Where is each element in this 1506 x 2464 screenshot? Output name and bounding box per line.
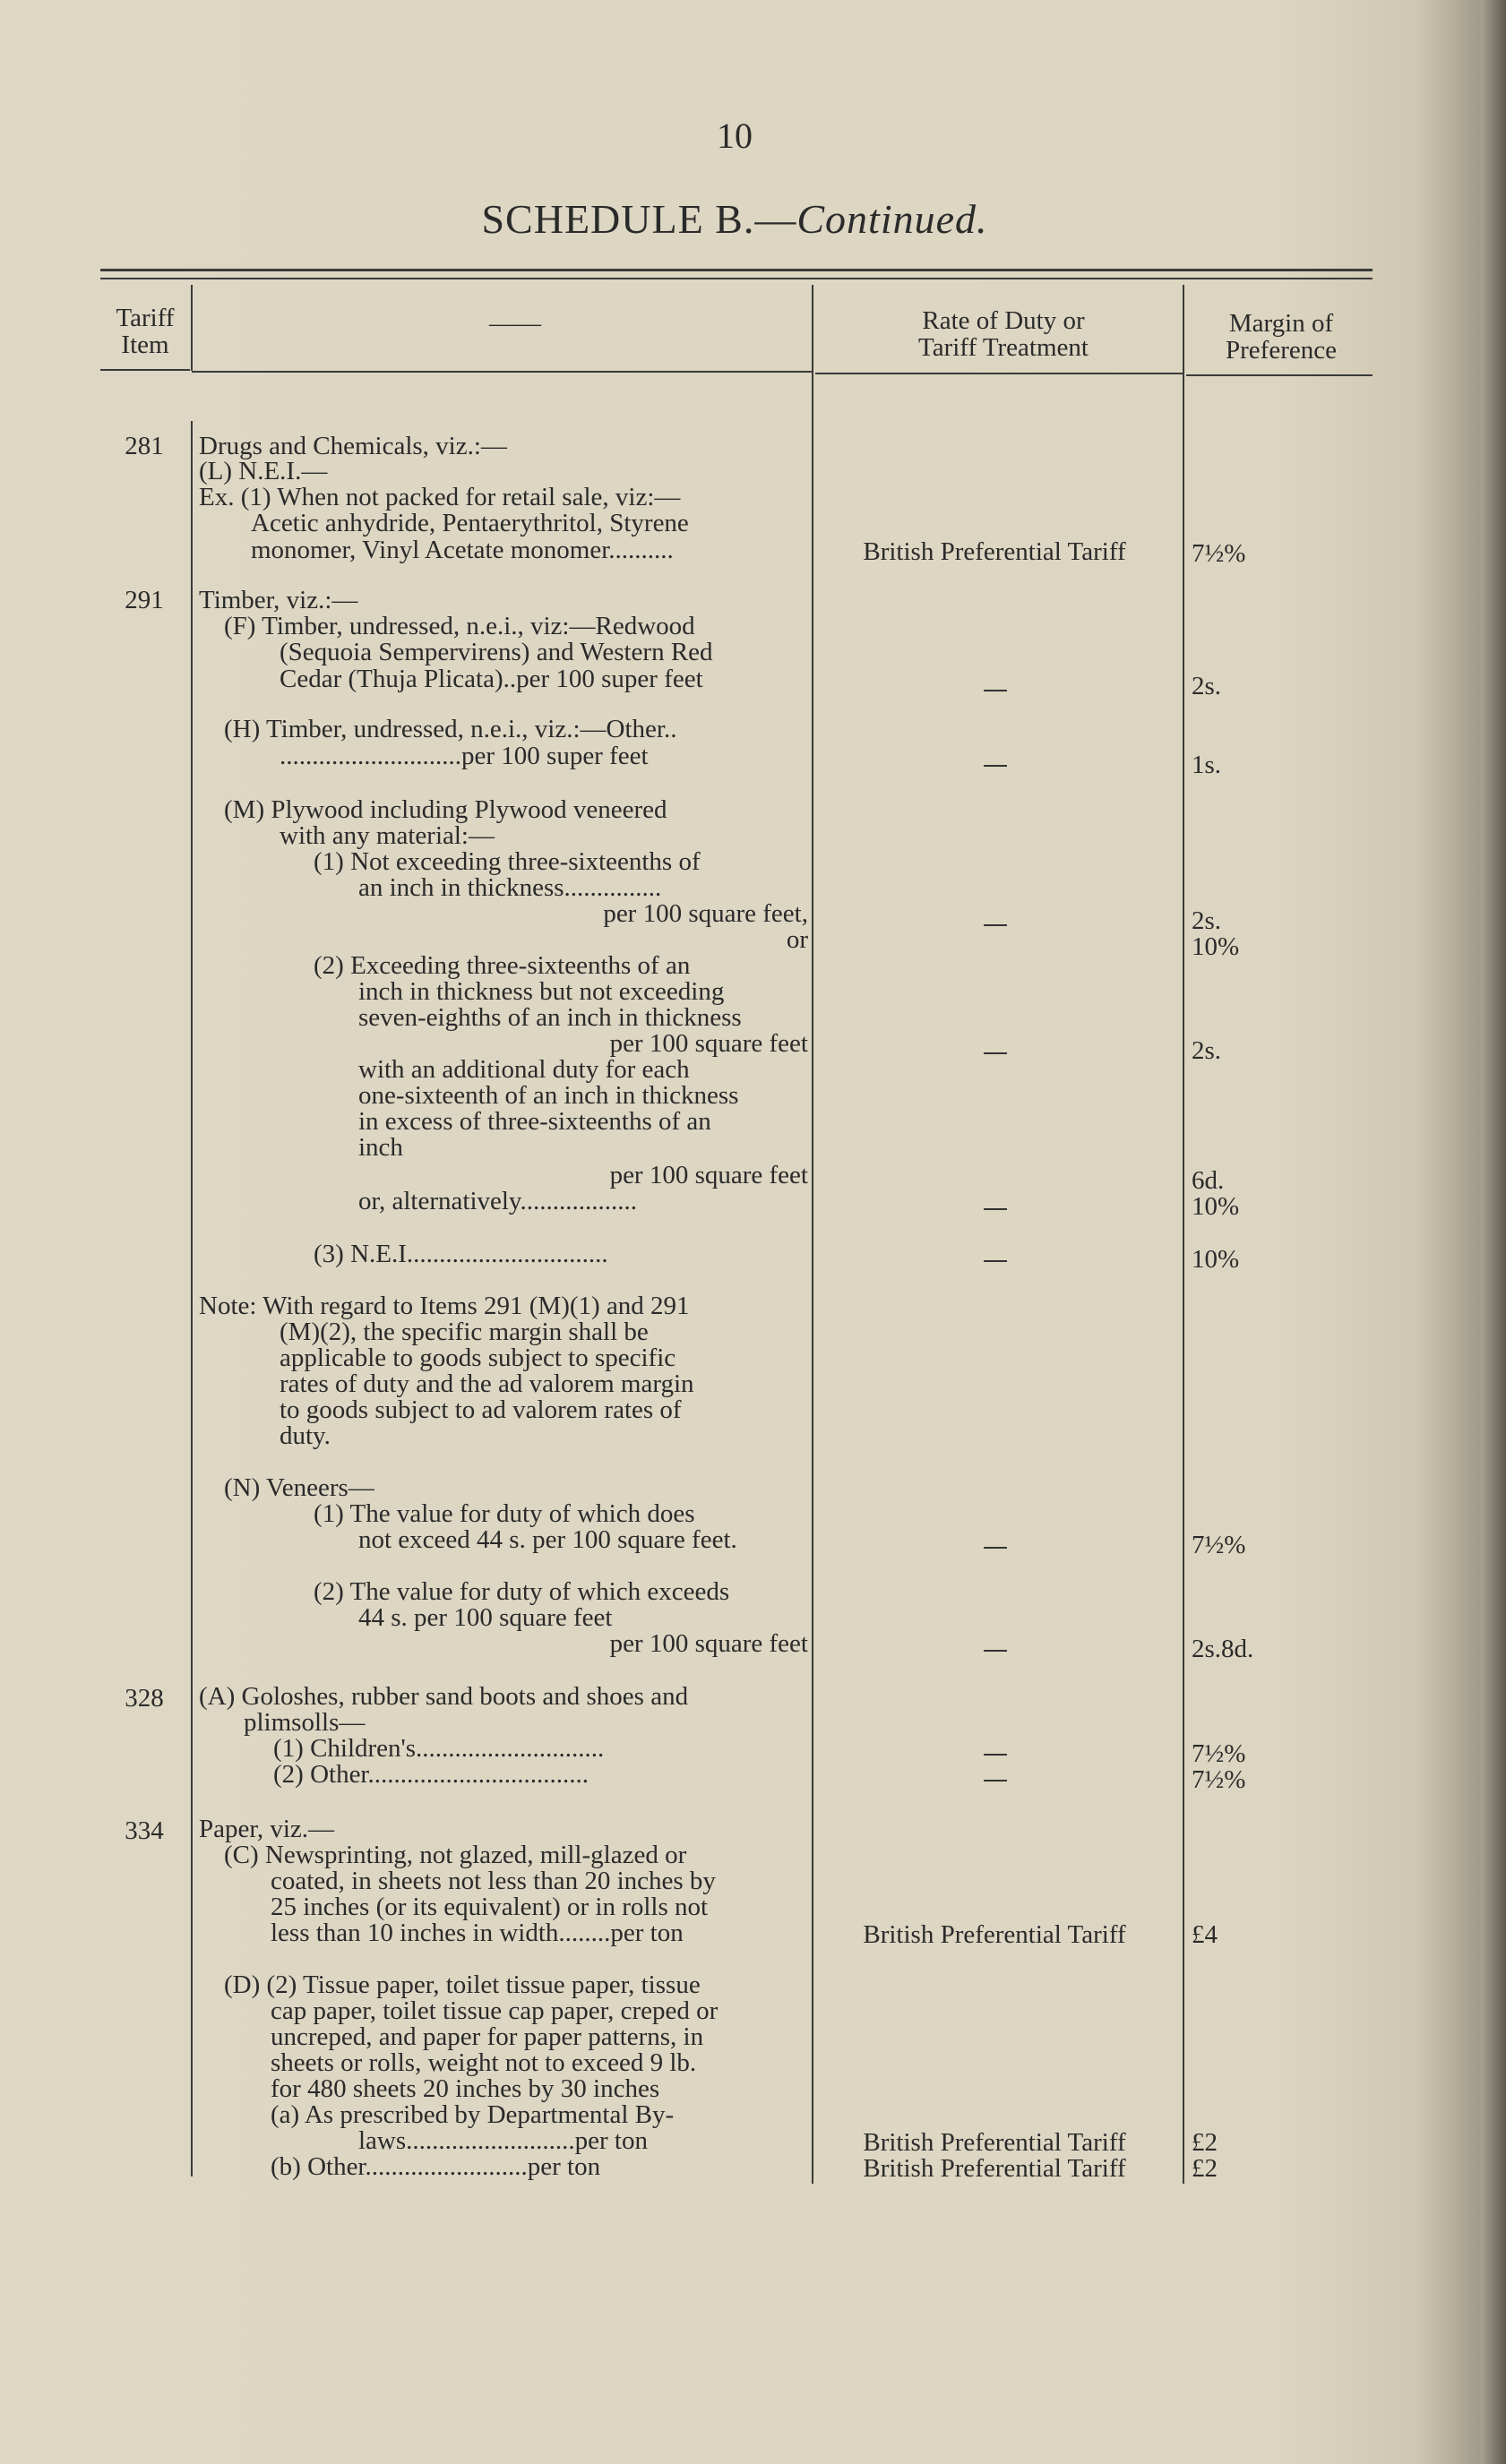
margin-value: 10% — [1192, 1245, 1240, 1274]
desc-line: (Sequoia Sempervirens) and Western Red — [280, 638, 713, 666]
desc-line: Note: With regard to Items 291 (M)(1) and 291 — [199, 1292, 690, 1320]
desc-line: with an additional duty for each — [358, 1055, 690, 1084]
margin-value: £2 — [1192, 2154, 1218, 2183]
desc-line: applicable to goods subject to specific — [280, 1344, 676, 1372]
desc-line: Ex. (1) When not packed for retail sale, viz:— — [199, 483, 681, 511]
margin-value: 2s.8d. — [1192, 1635, 1254, 1663]
desc-line: (2) The value for duty of which exceeds — [314, 1577, 730, 1606]
desc-line: (1) Not exceeding three-sixteenths of — [314, 847, 701, 876]
margin-value: £2 — [1192, 2128, 1218, 2157]
desc-line: (a) As prescribed by Departmental By- — [271, 2100, 675, 2129]
desc-line: (A) Goloshes, rubber sand boots and shoes and — [199, 1682, 689, 1711]
margin-value: 7½% — [1192, 1765, 1246, 1794]
rate-dash — [984, 1052, 1007, 1054]
margin-value: 2s. — [1192, 1036, 1222, 1065]
page-number: 10 — [717, 116, 753, 156]
rate-dash — [984, 1208, 1007, 1210]
header-rule-desc — [192, 371, 812, 373]
desc-line: laws..........................per ton — [358, 2126, 648, 2155]
header-rate-line1: Rate of Duty or — [922, 306, 1085, 335]
desc-line: uncreped, and paper for paper patterns, in — [271, 2022, 704, 2051]
margin-value: 7½% — [1192, 539, 1246, 568]
desc-line: duty. — [280, 1421, 331, 1450]
desc-line: Acetic anhydride, Pentaerythritol, Styrene — [251, 509, 689, 537]
rate-british-preferential: British Preferential Tariff — [863, 2154, 1126, 2183]
desc-line: not exceed 44 s. per 100 square feet. — [358, 1525, 737, 1554]
desc-line: sheets or rolls, weight not to exceed 9 lb. — [271, 2048, 697, 2077]
desc-line: inch in thickness but not exceeding — [358, 977, 725, 1006]
margin-value: 7½% — [1192, 1739, 1246, 1768]
margin-value: 10% — [1192, 1192, 1240, 1221]
top-rule-1 — [100, 269, 1373, 271]
desc-line: or — [786, 925, 808, 954]
margin-value: £4 — [1192, 1920, 1218, 1949]
header-margin-line1: Margin of — [1228, 309, 1334, 338]
header-description: —— — [489, 309, 541, 338]
header-margin-line2: Preference — [1226, 336, 1337, 365]
tariff-item-281: 281 — [125, 432, 164, 460]
tariff-item-291: 291 — [125, 586, 164, 614]
desc-line: per 100 square feet, — [603, 899, 808, 928]
desc-line: one-sixteenth of an inch in thickness — [358, 1081, 739, 1110]
rate-dash — [984, 1547, 1007, 1549]
desc-line: 25 inches (or its equivalent) or in rolls not — [271, 1893, 709, 1921]
desc-line: (2) Exceeding three-sixteenths of an — [314, 951, 691, 980]
desc-line: less than 10 inches in width........per ton — [271, 1919, 684, 1947]
top-rule-2 — [100, 278, 1373, 279]
desc-line: 44 s. per 100 square feet — [358, 1603, 613, 1632]
rate-british-preferential: British Preferential Tariff — [863, 1920, 1126, 1949]
desc-line: (D) (2) Tissue paper, toilet tissue paper, tissue — [224, 1970, 701, 1999]
rate-dash — [984, 765, 1007, 767]
desc-line: (1) The value for duty of which does — [314, 1499, 695, 1528]
margin-value: 2s. — [1192, 906, 1222, 935]
column-divider-1-body — [191, 421, 193, 2176]
desc-line: (N) Veneers— — [224, 1473, 374, 1502]
desc-line: (C) Newsprinting, not glazed, mill-glazed or — [224, 1841, 687, 1869]
tariff-item-334: 334 — [125, 1816, 164, 1845]
desc-line: in excess of three-sixteenths of an — [358, 1107, 711, 1136]
margin-value: 1s. — [1192, 751, 1222, 779]
title-main: SCHEDULE B.— — [481, 196, 797, 242]
desc-line: (M) Plywood including Plywood veneered — [224, 795, 667, 824]
desc-line: cap paper, toilet tissue cap paper, creped or — [271, 1996, 719, 2025]
desc-line: rates of duty and the ad valorem margin — [280, 1369, 694, 1398]
rate-dash — [984, 1650, 1007, 1652]
rate-dash — [984, 924, 1007, 926]
header-item-line1: Tariff — [116, 304, 175, 332]
desc-line: seven-eighths of an inch in thickness — [358, 1003, 742, 1032]
rate-british-preferential: British Preferential Tariff — [863, 537, 1126, 566]
rate-british-preferential: British Preferential Tariff — [863, 2128, 1126, 2157]
page-edge-shadow — [1481, 0, 1506, 2464]
desc-line: monomer, Vinyl Acetate monomer.......... — [251, 536, 674, 564]
desc-line: an inch in thickness............... — [358, 873, 662, 902]
column-divider-3 — [1183, 285, 1184, 2184]
rate-dash — [984, 1780, 1007, 1781]
tariff-item-328: 328 — [125, 1684, 164, 1713]
title-continued: Continued. — [796, 196, 988, 242]
desc-line: (L) N.E.I.— — [199, 457, 328, 485]
desc-line: (b) Other.........................per ton — [271, 2152, 601, 2181]
header-rule-item — [100, 369, 190, 371]
rate-dash — [984, 690, 1007, 691]
desc-line: or, alternatively.................. — [358, 1187, 638, 1215]
desc-line: Timber, viz.:— — [199, 586, 358, 614]
desc-line: (F) Timber, undressed, n.e.i., viz:—Redwood — [224, 612, 695, 640]
desc-line: (1) Children's............................. — [273, 1734, 605, 1763]
desc-line: ............................per 100 super feet — [280, 742, 649, 770]
desc-line: (H) Timber, undressed, n.e.i., viz.:—Other.. — [224, 715, 677, 743]
desc-line: for 480 sheets 20 inches by 30 inches — [271, 2074, 660, 2103]
header-rule-rate — [815, 373, 1183, 374]
desc-line: (3) N.E.I............................... — [314, 1240, 608, 1268]
header-rate-line2: Tariff Treatment — [918, 333, 1089, 362]
desc-line: per 100 square feet — [609, 1629, 808, 1658]
desc-line: with any material:— — [280, 821, 495, 850]
desc-line: inch — [358, 1133, 403, 1162]
header-tariff-item — [100, 305, 190, 358]
desc-line: coated, in sheets not less than 20 inches by — [271, 1867, 716, 1895]
desc-line: Cedar (Thuja Plicata)..per 100 super feet — [280, 665, 703, 693]
desc-line: Paper, viz.— — [199, 1815, 335, 1843]
header-rule-margin — [1186, 374, 1373, 376]
rate-dash — [984, 1260, 1007, 1262]
margin-value: 10% — [1192, 932, 1240, 961]
header-margin — [1192, 310, 1371, 364]
desc-line: to goods subject to ad valorem rates of — [280, 1395, 682, 1424]
margin-value: 2s. — [1192, 672, 1222, 700]
desc-line: (2) Other.................................. — [273, 1760, 589, 1789]
rate-dash — [984, 1754, 1007, 1756]
desc-line: per 100 square feet — [609, 1029, 808, 1058]
desc-line: per 100 square feet — [609, 1161, 808, 1189]
header-item-line2: Item — [121, 331, 169, 359]
margin-value: 6d. — [1192, 1166, 1225, 1195]
desc-line: plimsolls— — [244, 1708, 366, 1737]
desc-line: Drugs and Chemicals, viz.:— — [199, 432, 507, 460]
desc-line: (M)(2), the specific margin shall be — [280, 1318, 649, 1346]
header-rate — [833, 307, 1174, 361]
column-divider-1 — [191, 285, 193, 371]
page-title — [0, 195, 1469, 243]
margin-value: 7½% — [1192, 1531, 1246, 1559]
